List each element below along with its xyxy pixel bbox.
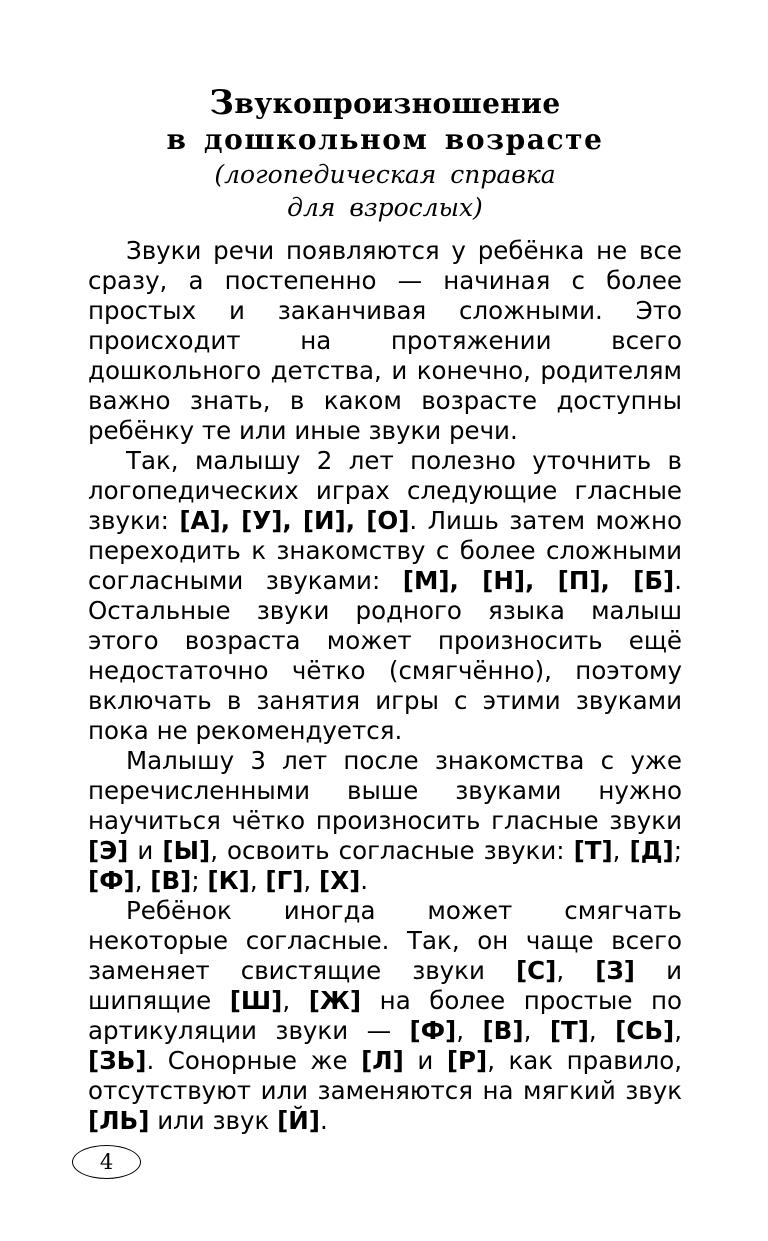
- page-number-badge: [72, 1145, 141, 1179]
- sound-symbol: [Р]: [446, 1046, 488, 1075]
- page-number-value: 4: [99, 1149, 114, 1174]
- page-title-line-2: в дошкольном возрасте: [166, 123, 604, 156]
- sound-symbol: [Ж]: [308, 986, 362, 1015]
- sound-symbol: [С]: [515, 956, 557, 985]
- page-title-line-1: [88, 83, 682, 123]
- page-subtitle-line-2: для взрослых): [287, 193, 483, 222]
- sound-symbol: [Ф]: [409, 1016, 457, 1045]
- sound-symbol: [Т]: [573, 836, 613, 865]
- sound-symbol: [ЛЬ]: [88, 1106, 150, 1135]
- sound-symbol: [Ы]: [162, 836, 211, 865]
- sound-symbol: [З]: [595, 956, 636, 985]
- sound-symbol: [Х]: [319, 866, 361, 895]
- sound-symbol: [В]: [482, 1016, 524, 1045]
- sound-symbol: [СЬ]: [615, 1016, 675, 1045]
- body-text: [88, 236, 682, 1136]
- sound-symbol: [Т]: [549, 1016, 589, 1045]
- page-content: [88, 0, 682, 1136]
- sound-symbol: [В]: [150, 866, 192, 895]
- sound-symbol: [Л]: [361, 1046, 404, 1075]
- sound-symbol: [Ф]: [88, 866, 135, 895]
- sound-symbol: [Д]: [629, 836, 674, 865]
- sound-symbol: [Й]: [277, 1106, 320, 1135]
- title-dropcap: З: [209, 83, 235, 123]
- title-block: [88, 0, 682, 224]
- paragraph: Так, малышу 2 лет полезно уточнить в логопедических играх следующие гласные звуки: [А], [У], [И], [О]. Лишь затем можно переходить к знакомству с более сложными согласными звуками: [М], [Н], [П], [Б]. Остальные звуки родного языка малыш этого возраста может произносить ещё недостаточно чётко (смягчённо), поэтому включать в занятия игры с этими звуками пока не рекомендуется.: [88, 446, 682, 745]
- page-subtitle-line-1: (логопедическая справка: [214, 160, 556, 189]
- sound-symbol: [Ш]: [229, 986, 283, 1015]
- sound-symbol: [Э]: [88, 836, 129, 865]
- sound-symbol: [Г]: [265, 866, 304, 895]
- paragraph: Звуки речи появляются у ребёнка не все сразу, а постепенно — начиная с более простых и заканчивая сложными. Это происходит на протяжении всего дошкольного детства, и конечно, родителям важно знать, в каком возрасте доступны ребёнку те или иные звуки речи.: [88, 236, 682, 445]
- sound-symbol: [ЗЬ]: [88, 1046, 147, 1075]
- sound-symbol: [А], [У], [И], [О]: [179, 506, 410, 535]
- sound-symbol: [К]: [207, 866, 250, 895]
- sound-symbol: [М], [Н], [П], [Б]: [402, 566, 675, 595]
- paragraph: Ребёнок иногда может смягчать некоторые согласные. Так, он чаще всего заменяет свистящие звуки [С], [З] и шипящие [Ш], [Ж] на более простые по артикуляции звуки — [Ф], [В], [Т], [СЬ], [ЗЬ]. Сонорные же [Л] и [Р], как правило, отсутствуют или заменяются на мягкий звук [ЛЬ] или звук [Й].: [88, 896, 683, 1135]
- title-line-1-rest: вукопроизношение: [234, 87, 561, 120]
- paragraph: Малышу 3 лет после знакомства с уже перечисленными выше звуками нужно научиться чётко произносить гласные звуки [Э] и [Ы], освоить согласные звуки: [Т], [Д]; [Ф], [В]; [К], [Г], [Х].: [88, 746, 682, 895]
